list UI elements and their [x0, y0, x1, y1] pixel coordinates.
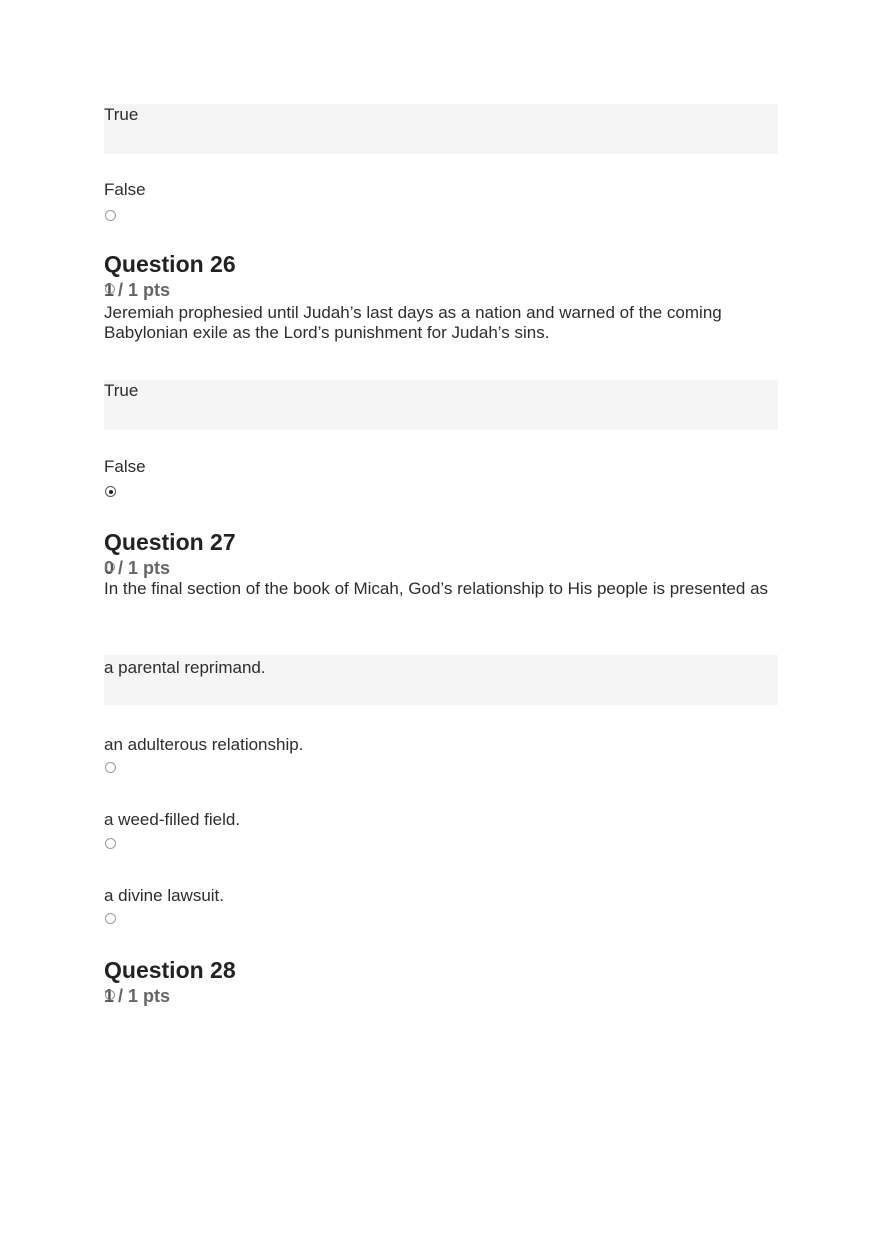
- answer-row-true[interactable]: [104, 380, 778, 430]
- question-text: In the final section of the book of Micah, God’s relationship to His people is presented as: [104, 579, 769, 598]
- radio-button[interactable]: [105, 838, 116, 849]
- radio-button[interactable]: [105, 913, 116, 924]
- answer-row-true[interactable]: [104, 104, 778, 154]
- question-text: Jeremiah prophesied until Judah’s last days as a nation and warned of the coming Babylonian exile as the Lord’s punishment for Judah’s sins.: [104, 303, 722, 342]
- radio-button[interactable]: [105, 210, 116, 221]
- radio-button[interactable]: [105, 762, 116, 773]
- score-icon: 1: [104, 986, 118, 1006]
- radio-button-selected[interactable]: [105, 486, 116, 497]
- answer-label: a weed-filled field.: [104, 810, 241, 829]
- question-title: Question 28: [104, 957, 236, 983]
- question-title: Question 27: [104, 529, 236, 555]
- score-icon: 0: [104, 558, 118, 578]
- answer-label: False: [104, 457, 146, 476]
- question-points: 1 / 1 pts: [104, 280, 171, 300]
- question-title: Question 26: [104, 251, 236, 277]
- answer-label: a divine lawsuit.: [104, 886, 225, 905]
- answer-label: False: [104, 180, 146, 199]
- question-points: 0 / 1 pts: [104, 558, 171, 578]
- answer-label: an adulterous relationship.: [104, 735, 304, 754]
- answer-label: True: [104, 105, 139, 124]
- answer-label: True: [104, 381, 139, 400]
- answer-label: a parental reprimand.: [104, 658, 266, 677]
- score-icon: 1: [104, 280, 118, 300]
- question-points: 1 / 1 pts: [104, 986, 171, 1006]
